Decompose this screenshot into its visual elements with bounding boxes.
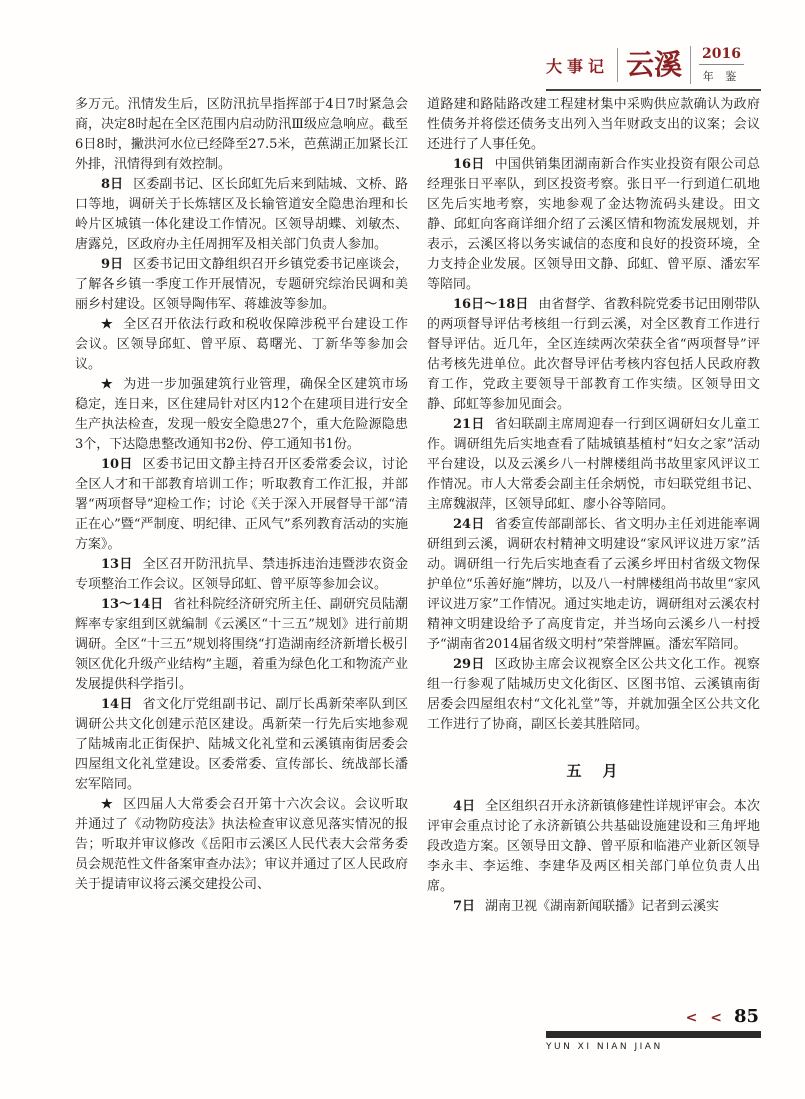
entry-text: 省社科院经济研究所主任、副研究员陆潮辉率专家组到区就编制《云溪区“十三五”规划》进行前期调研。全区“十三五”规划将围绕“打造湖南经济新增长极引领区优化升级产业结构”主题，着重为绿色化工和物流产业发展提供科学指引。 (75, 597, 408, 692)
entry-text: 省妇联副主席周迎春一行到区调研妇女儿童工作。调研组先后实地查看了陆城镇基植村“妇女之家”活动平台建设，以及云溪乡八一村牌楼组尚书故里家风评议工作情况。市人大常委会副主任余炳悦，市妇联党组书记、主席魏淑萍，区领导邱虹、廖小谷等陪同。 (427, 417, 760, 512)
entry-text: 省文化厅党组副书记、副厅长禹新荣率队到区调研公共文化创建示范区建设。禹新荣一行先后实地参观了陆城南北正街保护、陆城文化礼堂和云溪镇南街居委会四屋组文化礼堂建设。区委常委、宣传部长、统战部长潘宏军陪同。 (75, 697, 408, 792)
date-marker: 7日 (453, 899, 476, 914)
entry-text: 区委书记田文静组织召开乡镇党委书记座谈会，了解各乡镇一季度工作开展情况，专题研究综治民调和美丽乡村建设。区领导陶伟军、蒋雄波等参加。 (75, 257, 408, 312)
entry-text: 由省督学、省教科院党委书记田刚带队的两项督导评估考核组一行到云溪，对全区教育工作进行督导评估。近几年，全区连续两次荣获全省“两项督导”评估考核先进单位。此次督导评估考核内容包括人民政府教育工作，党政主要领导干部教育工作实绩。区领导田文静、邱虹等参加见面会。 (427, 297, 760, 412)
entry-text: 中国供销集团湖南新合作实业投资有限公司总经理张日平率队，到区投资考察。张日平一行到道仁矶地区先后实地考察，实地参观了金达物流码头建设。田文静、邱虹向客商详细介绍了云溪区情和物流发展规划，并表示，云溪区将以务实诚信的态度和良好的投资环境，全力支持企业发展。区领导田文静、邱虹、曾平原、潘宏军等陪同。 (427, 157, 760, 292)
entry-text: 区四届人大常委会召开第十六次会议。会议听取并通过了《动物防疫法》执法检查审议意见落实情况的报告；听取并审议修改《岳阳市云溪区人民代表大会常务委员会规范性文件备案审查办法》；审议并通过了区人民政府关于提请审议将云溪交建投公司、 (75, 797, 408, 892)
date-marker: 24日 (453, 517, 485, 532)
entry-text: 多万元。汛情发生后，区防汛抗旱指挥部于4日7时紧急会商，决定8时起在全区范围内启动防汛Ⅲ级应急响应。截至6日8时，撇洪河水位已经降至27.5米，芭蕉湖正加紧长江外排，汛情得到有效控制。 (75, 97, 408, 172)
page-header (546, 46, 761, 91)
date-marker: 16日～18日 (453, 297, 529, 312)
event-entry (75, 255, 408, 315)
date-marker: 9日 (101, 257, 124, 272)
event-entry (427, 155, 760, 295)
entry-text: 省委宣传部副部长、省文明办主任刘进能率调研组到云溪，调研农村精神文明建设“家风评议进万家”活动。调研组一行先后实地查看了云溪乡坪田村省级文物保护单位“乐善好施”牌坊，以及八一村牌楼组尚书故里“家风评议进万家”工作情况。通过实地走访，调研组对云溪农村精神文明建设给予了高度肯定，并当场向云溪乡八一村授予“湖南省2014届省级文明村”荣誉牌匾。潘宏军陪同。 (427, 517, 760, 652)
date-marker: 4日 (453, 799, 476, 814)
month-heading: 五 月 (566, 762, 621, 780)
left-column (75, 95, 408, 917)
footer-bar (546, 1031, 761, 1038)
event-entry (75, 95, 408, 175)
year-block (690, 46, 744, 84)
event-entry (75, 455, 408, 555)
event-entry (427, 655, 760, 735)
entry-text: 全区组织召开永济新镇修建性详规评审会。本次评审会重点讨论了永济新镇公共基础设施建设和三角坪地段改造方案。区领导田文静、曾平原和临港产业新区领导李永丰、李运维、李建华及两区相关部门单位负责人出席。 (427, 799, 760, 894)
entry-text: 区委书记田文静主持召开区委常委会议，讨论全区人才和干部教育培训工作；听取教育工作汇报，并部署“两项督导”迎检工作；讨论《关于深入开展督导干部“清正在心”暨“严制度、明纪律、正风气”系列教育活动的实施方案》。 (75, 457, 408, 552)
event-entry (427, 415, 760, 515)
date-marker: 13～14日 (101, 597, 164, 612)
star-marker: ★ (101, 317, 114, 332)
date-marker: 16日 (453, 157, 485, 172)
book-label: 年 鉴 (702, 70, 741, 83)
event-entry (75, 695, 408, 795)
event-entry (75, 595, 408, 695)
date-marker: 8日 (101, 177, 124, 192)
date-marker: 14日 (101, 697, 133, 712)
footer-pinyin: YUN XI NIAN JIAN (546, 1042, 663, 1052)
entry-text: 区政协主席会议视察全区公共文化工作。视察组一行参观了陆城历史文化街区、区图书馆、云溪镇南街居委会四屋组农村“文化礼堂”等，并就加强全区公共文化工作进行了协商，副区长姜其胜陪同。 (427, 657, 760, 732)
event-entry (75, 795, 408, 895)
date-marker: 21日 (453, 417, 485, 432)
entry-text: 区委副书记、区长邱虹先后来到陆城、文桥、路口等地，调研关于长炼辖区及长输管道安全隐患治理和长岭片区城镇一体化建设工作情况。区领导胡蝶、刘敏杰、唐露兑，区政府办主任周拥军及相关部门负责人参加。 (75, 177, 408, 252)
header-divider (617, 48, 618, 82)
page-number-row (546, 1006, 761, 1027)
entry-text: 道路建和路陆路改建工程建材集中采购供应款确认为政府性债务并将偿还债务支出列入当年财政支出的议案；会议还进行了人事任免。 (427, 97, 760, 152)
right-column (427, 95, 760, 917)
event-entry (75, 375, 408, 455)
entry-text: 湖南卫视《湖南新闻联播》记者到云溪实 (485, 899, 720, 914)
text-columns (75, 95, 760, 917)
event-entry (75, 555, 408, 595)
brand-name: 云溪 (626, 48, 683, 81)
event-entry (427, 95, 760, 155)
section-title: 大事记 (546, 56, 610, 76)
event-entry (427, 897, 760, 917)
event-entry (427, 797, 760, 897)
date-marker: 29日 (453, 657, 485, 672)
date-marker: 13日 (101, 557, 133, 572)
star-marker: ★ (101, 797, 114, 812)
year-label: 2016 (699, 46, 744, 65)
entry-text: 全区召开防汛抗旱、禁违拆违治违暨涉农资金专项整治工作会议。区领导邱虹、曾平原等参加会议。 (75, 557, 408, 592)
event-entry (75, 315, 408, 375)
event-entry (75, 175, 408, 255)
event-entry (427, 295, 760, 415)
entry-text: 为进一步加强建筑行业管理，确保全区建筑市场稳定，连日来，区住建局针对区内12个在建项目进行安全生产执法检查，发现一般安全隐患27个，重大危险源隐患3个，下达隐患整改通知书2份、停工通知书1份。 (75, 377, 408, 452)
page-number: 85 (733, 1006, 759, 1027)
entry-text: 全区召开依法行政和税收保障涉税平台建设工作会议。区领导邱虹、曾平原、葛曙光、丁新华等参加会议。 (75, 317, 408, 372)
star-marker: ★ (101, 377, 114, 392)
date-marker: 10日 (101, 457, 133, 472)
page-arrows-icon: < < (685, 1010, 726, 1026)
event-entry (427, 515, 760, 655)
page-footer (546, 1006, 761, 1052)
